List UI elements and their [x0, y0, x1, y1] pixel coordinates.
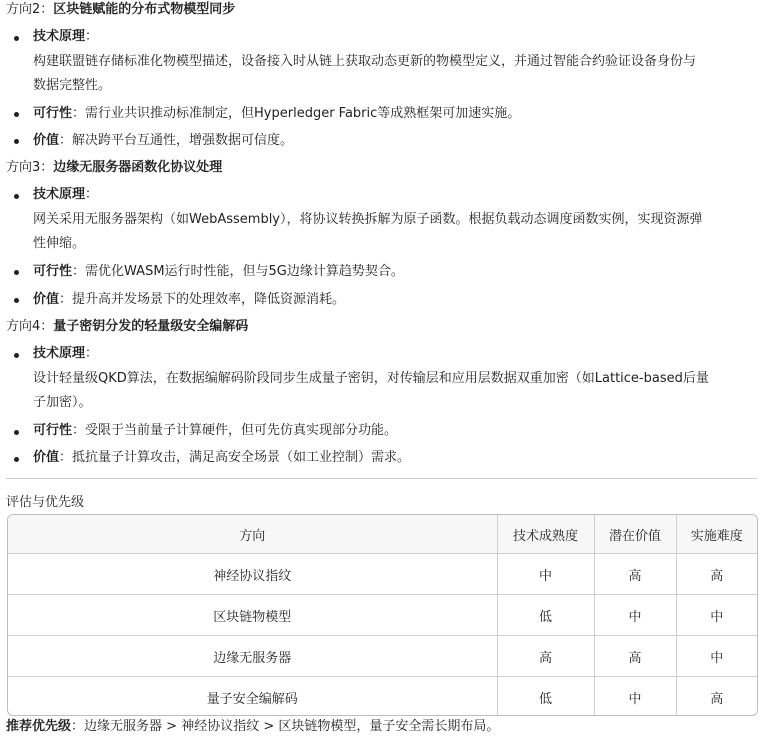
- header-maturity: 技术成熟度: [497, 515, 594, 554]
- value-line: 价值：抵抗量子计算攻击，满足高安全场景（如工业控制）需求。: [33, 450, 411, 465]
- bullet-dot: [14, 353, 19, 358]
- table-header-row: [8, 515, 757, 554]
- cell-difficulty: 中: [676, 636, 757, 677]
- header-direction: 方向: [8, 515, 497, 554]
- principle-text-line: 数据完整性。: [33, 78, 112, 93]
- recommendation-line: 推荐优先级：边缘无服务器 > 神经协议指纹 > 区块链物模型，量子安全需长期布局。: [6, 719, 500, 734]
- table-row: [8, 595, 757, 636]
- feasibility-line: 可行性：需行业共识推动标准制定，但Hyperledger Fabric等成熟框架可加速实施。: [33, 106, 521, 121]
- header-value: 潜在价值: [594, 515, 676, 554]
- bullet-dot: [14, 457, 19, 462]
- cell-direction: 区块链物模型: [8, 595, 497, 636]
- section-heading: 方向4：量子密钥分发的轻量级安全编解码: [6, 319, 249, 334]
- section-title: 量子密钥分发的轻量级安全编解码: [53, 319, 249, 334]
- principle-text-line: 构建联盟链存储标准化物模型描述，设备接入时从链上获取动态更新的物模型定义，并通过智能合约验证设备身份与: [33, 54, 697, 69]
- bullet-dot: [14, 194, 19, 199]
- value-line: 价值：解决跨平台互通性，增强数据可信度。: [33, 133, 294, 148]
- feasibility-line: 可行性：受限于当前量子计算硬件，但可先仿真实现部分功能。: [33, 423, 398, 438]
- section-heading: 方向2：区块链赋能的分布式物模型同步: [6, 2, 236, 17]
- cell-maturity: 高: [497, 636, 594, 677]
- principle-text-line: 性伸缩。: [33, 236, 86, 251]
- cell-maturity: 低: [497, 595, 594, 636]
- bullet-dot: [14, 298, 19, 303]
- principle-text-line: 网关采用无服务器架构（如WebAssembly），将协议转换拆解为原子函数。根据负载动态调度函数实例，实现资源弹: [33, 212, 703, 227]
- value-line: 价值：提升高并发场景下的处理效率，降低资源消耗。: [33, 292, 346, 307]
- cell-difficulty: 高: [676, 554, 757, 595]
- cell-direction: 边缘无服务器: [8, 636, 497, 677]
- feasibility-line: 可行性：需优化WASM运行时性能，但与5G边缘计算趋势契合。: [33, 264, 404, 279]
- bullet-dot: [14, 430, 19, 435]
- principle-text-line: 设计轻量级QKD算法，在数据编解码阶段同步生成量子密钥，对传输层和应用层数据双重加密（如Lattice-based后量: [33, 371, 709, 386]
- evaluation-table: [7, 514, 758, 716]
- principle-label-line: 技术原理：: [33, 187, 99, 202]
- section-divider: [6, 478, 757, 479]
- table-row: [8, 677, 757, 717]
- table-row: [8, 636, 757, 677]
- bullet-dot: [14, 139, 19, 144]
- cell-value: 高: [594, 554, 676, 595]
- cell-direction: 神经协议指纹: [8, 554, 497, 595]
- table-caption: 评估与优先级: [6, 495, 85, 510]
- principle-label-line: 技术原理：: [33, 346, 99, 361]
- cell-difficulty: 中: [676, 595, 757, 636]
- cell-value: 中: [594, 677, 676, 717]
- cell-maturity: 中: [497, 554, 594, 595]
- bullet-dot: [14, 112, 19, 117]
- cell-maturity: 低: [497, 677, 594, 717]
- principle-text-line: 子加密）。: [33, 395, 92, 410]
- cell-value: 高: [594, 636, 676, 677]
- cell-value: 中: [594, 595, 676, 636]
- bullet-dot: [14, 36, 19, 41]
- table-row: [8, 554, 757, 595]
- section-title: 区块链赋能的分布式物模型同步: [53, 2, 236, 17]
- cell-direction: 量子安全编解码: [8, 677, 497, 717]
- section-heading: 方向3：边缘无服务器函数化协议处理: [6, 160, 223, 175]
- section-title: 边缘无服务器函数化协议处理: [53, 160, 223, 175]
- principle-label-line: 技术原理：: [33, 29, 99, 44]
- cell-difficulty: 高: [710, 691, 724, 707]
- header-difficulty: 实施难度: [676, 515, 757, 554]
- bullet-dot: [14, 270, 19, 275]
